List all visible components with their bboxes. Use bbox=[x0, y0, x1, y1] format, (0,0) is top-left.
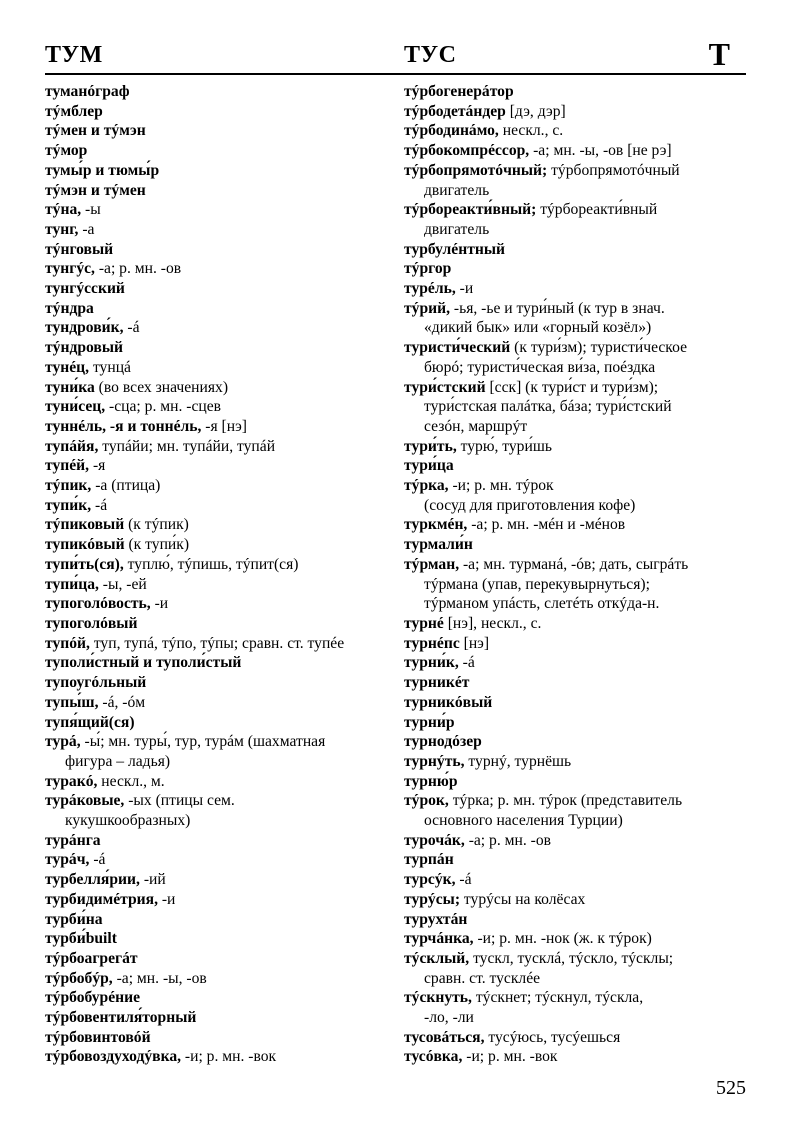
entry-grammar: -а (птица) bbox=[91, 477, 161, 495]
dictionary-entry bbox=[45, 1008, 393, 1028]
running-head-left: ТУМ bbox=[45, 42, 103, 68]
entry-headword: турни́р bbox=[404, 713, 455, 731]
dictionary-entry bbox=[404, 850, 750, 870]
entry-grammar: (к тýпик) bbox=[124, 516, 189, 534]
entry-grammar: -á bbox=[123, 319, 140, 337]
dictionary-entry bbox=[404, 1047, 750, 1067]
entry-continuation: -ло, -ли bbox=[424, 1009, 474, 1027]
dictionary-entry bbox=[404, 910, 750, 930]
entry-grammar: турýсы на колёсах bbox=[460, 890, 586, 908]
dictionary-entry bbox=[45, 220, 393, 240]
dictionary-entry bbox=[404, 338, 750, 377]
entry-headword: турпáн bbox=[404, 851, 454, 869]
entry-headword: тýрбопрямотóчный; bbox=[404, 161, 548, 179]
entry-headword: турбидимéтрия, bbox=[45, 890, 158, 908]
entry-continuation: основного населения Турции) bbox=[424, 812, 623, 830]
left-column bbox=[45, 82, 393, 1067]
entry-grammar: -и bbox=[157, 890, 176, 908]
section-letter: Т bbox=[708, 36, 730, 72]
dictionary-entry bbox=[404, 279, 750, 299]
dictionary-entry bbox=[45, 437, 393, 457]
entry-headword: турбелля́рии, bbox=[45, 871, 140, 889]
entry-headword: тýрка, bbox=[404, 477, 449, 495]
running-head-right: ТУС bbox=[404, 42, 457, 68]
entry-headword: тýрбореакти́вный; bbox=[404, 201, 537, 219]
dictionary-entry bbox=[45, 161, 393, 181]
dictionary-entry bbox=[45, 634, 393, 654]
dictionary-entry bbox=[45, 614, 393, 634]
entry-continuation: сравн. ст. тусклéе bbox=[424, 969, 541, 987]
dictionary-entry bbox=[45, 358, 393, 378]
entry-headword: турéль, bbox=[404, 280, 456, 298]
entry-headword: турсýк, bbox=[404, 871, 456, 889]
dictionary-entry bbox=[404, 476, 750, 515]
entry-grammar: -ы, -ей bbox=[98, 575, 147, 593]
entry-headword: туннéль, -я и тоннéль, bbox=[45, 417, 202, 435]
dictionary-entry bbox=[404, 949, 750, 988]
dictionary-entry bbox=[404, 693, 750, 713]
entry-headword: тупéй, bbox=[45, 457, 90, 475]
entry-headword: тунгýс, bbox=[45, 260, 95, 278]
dictionary-entry bbox=[404, 141, 750, 161]
entry-headword: тупы́ш, bbox=[45, 693, 99, 711]
dictionary-entry bbox=[404, 82, 750, 102]
entry-headword: турби́на bbox=[45, 910, 103, 928]
entry-headword: тýрбоагрегáт bbox=[45, 949, 138, 967]
entry-headword: тýрбодинáмо, bbox=[404, 122, 499, 140]
entry-headword: туракó, bbox=[45, 772, 98, 790]
entry-headword: турáнга bbox=[45, 831, 101, 849]
entry-headword: турню́р bbox=[404, 772, 458, 790]
entry-grammar: -á bbox=[455, 871, 472, 889]
entry-grammar: -а; мн. -ы, -ов bbox=[112, 969, 207, 987]
dictionary-entry bbox=[45, 910, 393, 930]
entry-grammar: туп, тупá, тýпо, тýпы; сравн. ст. тупéе bbox=[89, 634, 345, 652]
entry-grammar: -а; мн. -ы, -ов [не рэ] bbox=[529, 142, 672, 160]
entry-headword: турчáнка, bbox=[404, 930, 474, 948]
entry-grammar: -á bbox=[458, 654, 475, 672]
dictionary-entry bbox=[45, 200, 393, 220]
entry-headword: тýрок, bbox=[404, 792, 449, 810]
dictionary-entry bbox=[404, 437, 750, 457]
dictionary-entry bbox=[404, 890, 750, 910]
entry-grammar: -á, -óм bbox=[98, 693, 146, 711]
dictionary-entry bbox=[45, 988, 393, 1008]
entry-headword: турá, bbox=[45, 733, 81, 751]
entry-headword: тумы́р и тюмы́р bbox=[45, 161, 160, 179]
entry-grammar: -а bbox=[78, 220, 95, 238]
dictionary-entry bbox=[404, 772, 750, 792]
entry-headword: турникéт bbox=[404, 674, 470, 692]
entry-headword: турýсы; bbox=[404, 890, 461, 908]
entry-headword: тупикóвый bbox=[45, 536, 125, 554]
entry-grammar: тýрка; р. мн. тýрок (представитель bbox=[448, 792, 683, 810]
entry-headword: туполи́стный и туполи́стый bbox=[45, 654, 242, 672]
dictionary-entry bbox=[45, 378, 393, 398]
dictionary-entry bbox=[404, 732, 750, 752]
entry-grammar: -и; р. мн. -нок (ж. к тýрок) bbox=[473, 930, 652, 948]
entry-headword: туманóграф bbox=[45, 83, 130, 100]
header-rule bbox=[45, 73, 746, 75]
dictionary-entry bbox=[45, 929, 393, 949]
dictionary-entry bbox=[404, 299, 750, 338]
entry-headword: тури́ть, bbox=[404, 437, 457, 455]
entry-headword: тýрбовинтовóй bbox=[45, 1028, 151, 1046]
entry-headword: тýпиковый bbox=[45, 516, 125, 534]
dictionary-entry bbox=[45, 417, 393, 437]
entry-grammar: тýрбопрямотóчный bbox=[547, 161, 680, 179]
entry-grammar: турнý, турнёшь bbox=[464, 752, 572, 770]
entry-continuation: бюрó; туристи́ческая ви́за, поéздка bbox=[424, 358, 656, 376]
dictionary-entry bbox=[404, 259, 750, 279]
dictionary-entry bbox=[45, 575, 393, 595]
entry-headword: тунг, bbox=[45, 220, 79, 238]
dictionary-entry bbox=[45, 102, 393, 122]
entry-headword: тýргор bbox=[404, 260, 452, 278]
entry-headword: турáковые, bbox=[45, 792, 125, 810]
entry-grammar: тунцá bbox=[89, 358, 131, 376]
entry-headword: тýрий, bbox=[404, 299, 450, 317]
entry-headword: тýндровый bbox=[45, 339, 123, 357]
entry-headword: тýрбокомпрéссор, bbox=[404, 142, 530, 160]
entry-headword: тупоугóльный bbox=[45, 674, 147, 692]
entry-headword: тýнговый bbox=[45, 240, 114, 258]
entry-headword: тупи́ца, bbox=[45, 575, 99, 593]
entry-grammar: -сца; р. мн. -сцев bbox=[105, 398, 221, 416]
dictionary-entry bbox=[404, 535, 750, 555]
dictionary-entry bbox=[404, 988, 750, 1027]
entry-headword: тупóй, bbox=[45, 634, 90, 652]
entry-grammar: туплю́, тýпишь, тýпит(ся) bbox=[123, 555, 299, 573]
dictionary-entry bbox=[404, 456, 750, 476]
dictionary-entry bbox=[404, 673, 750, 693]
entry-grammar: (к тури́зм); туристи́ческое bbox=[510, 339, 688, 357]
entry-headword: тунгýсский bbox=[45, 280, 125, 298]
entry-grammar: -а; р. мн. -ов bbox=[464, 831, 551, 849]
entry-headword: туркмéн, bbox=[404, 516, 468, 534]
dictionary-entry bbox=[404, 1028, 750, 1048]
dictionary-entry bbox=[404, 378, 750, 437]
entry-headword: тýскнуть, bbox=[404, 989, 472, 1007]
dictionary-entry bbox=[404, 752, 750, 772]
entry-headword: тýрбовоздуходýвка, bbox=[45, 1048, 182, 1066]
dictionary-entry bbox=[45, 772, 393, 792]
entry-headword: турáч, bbox=[45, 851, 90, 869]
dictionary-entry bbox=[404, 831, 750, 851]
dictionary-entry bbox=[45, 949, 393, 969]
entry-grammar: тýскнет; тýскнул, тýскла, bbox=[471, 989, 644, 1007]
entry-headword: тупоголóвость, bbox=[45, 595, 151, 613]
entry-grammar: -а; р. мн. -мéн и -мéнов bbox=[467, 516, 626, 534]
entry-headword: тури́ца bbox=[404, 457, 454, 475]
dictionary-entry bbox=[404, 870, 750, 890]
dictionary-entry bbox=[45, 279, 393, 299]
dictionary-entry bbox=[45, 713, 393, 733]
dictionary-entry bbox=[45, 121, 393, 141]
entry-continuation: фигура – ладья) bbox=[65, 752, 171, 770]
entry-headword: турочáк, bbox=[404, 831, 465, 849]
dictionary-entry bbox=[45, 1028, 393, 1048]
dictionary-entry bbox=[45, 890, 393, 910]
entry-headword: турнéпс bbox=[404, 634, 460, 652]
entry-grammar: -á bbox=[91, 496, 108, 514]
dictionary-entry bbox=[45, 673, 393, 693]
dictionary-entry bbox=[45, 397, 393, 417]
entry-headword: тýрман, bbox=[404, 555, 460, 573]
entry-headword: тýрбодетáндер bbox=[404, 102, 506, 120]
dictionary-entry bbox=[45, 1047, 393, 1067]
dictionary-entry bbox=[45, 831, 393, 851]
dictionary-entry bbox=[404, 791, 750, 830]
entry-headword: тýмор bbox=[45, 142, 88, 160]
entry-headword: турмали́н bbox=[404, 536, 473, 554]
entry-headword: тусóвка, bbox=[404, 1048, 463, 1066]
entry-headword: тýрбогенерáтор bbox=[404, 83, 514, 100]
entry-grammar: -и; р. мн. -вок bbox=[462, 1048, 558, 1066]
entry-grammar: тусýюсь, тусýешься bbox=[484, 1028, 621, 1046]
entry-grammar: -я bbox=[89, 457, 106, 475]
entry-headword: тýрбовентиля́торный bbox=[45, 1009, 197, 1027]
dictionary-entry bbox=[404, 121, 750, 141]
dictionary-entry bbox=[45, 82, 393, 102]
entry-headword: тундрови́к, bbox=[45, 319, 124, 337]
entry-headword: тýпик, bbox=[45, 477, 92, 495]
entry-headword: турнýть, bbox=[404, 752, 465, 770]
entry-headword: тусовáться, bbox=[404, 1028, 485, 1046]
dictionary-entry bbox=[45, 653, 393, 673]
entry-grammar: тупáйи; мн. тупáйи, тупáй bbox=[98, 437, 276, 455]
entry-headword: тури́стский bbox=[404, 378, 486, 396]
dictionary-entry bbox=[45, 338, 393, 358]
dictionary-entry bbox=[45, 870, 393, 890]
entry-headword: турни́к, bbox=[404, 654, 459, 672]
entry-headword: тупоголóвый bbox=[45, 614, 138, 632]
entry-headword: тýмен и тýмэн bbox=[45, 122, 146, 140]
dictionary-entry bbox=[45, 299, 393, 319]
dictionary-entry bbox=[45, 476, 393, 496]
entry-continuation: кукушкообразных) bbox=[65, 812, 191, 830]
dictionary-entry bbox=[45, 732, 393, 771]
entry-grammar: -и; р. мн. -вок bbox=[181, 1048, 277, 1066]
entry-headword: тунéц, bbox=[45, 358, 90, 376]
entry-continuation: тури́стская палáтка, бáза; тури́стский сезóн, маршрýт bbox=[424, 398, 672, 435]
entry-grammar: тýрбореакти́вный bbox=[536, 201, 658, 219]
dictionary-entry bbox=[404, 653, 750, 673]
dictionary-entry bbox=[45, 496, 393, 516]
dictionary-entry bbox=[45, 456, 393, 476]
dictionary-entry bbox=[45, 693, 393, 713]
entry-headword: тупи́к, bbox=[45, 496, 92, 514]
entry-grammar: -ы bbox=[81, 201, 101, 219]
dictionary-entry bbox=[45, 555, 393, 575]
dictionary-entry bbox=[404, 614, 750, 634]
entry-grammar: нескл., с. bbox=[498, 122, 564, 140]
dictionary-entry bbox=[45, 141, 393, 161]
entry-grammar: -а; р. мн. -ов bbox=[94, 260, 182, 278]
entry-grammar: [дэ, дэр] bbox=[505, 102, 566, 120]
entry-headword: тупи́ть(ся), bbox=[45, 555, 124, 573]
entry-headword: тýмблер bbox=[45, 102, 103, 120]
entry-headword: тýна, bbox=[45, 201, 82, 219]
dictionary-entry bbox=[45, 259, 393, 279]
dictionary-entry bbox=[404, 555, 750, 614]
dictionary-entry bbox=[45, 535, 393, 555]
entry-grammar: -я [нэ] bbox=[201, 417, 247, 435]
entry-continuation: двигатель bbox=[424, 181, 490, 199]
entry-headword: тупáйя, bbox=[45, 437, 99, 455]
entry-grammar: нескл., м. bbox=[97, 772, 165, 790]
entry-grammar: -и bbox=[455, 280, 474, 298]
entry-grammar: -ий bbox=[139, 871, 166, 889]
dictionary-entry bbox=[404, 713, 750, 733]
entry-grammar: [сск] (к тури́ст и тури́зм); bbox=[485, 378, 659, 396]
entry-grammar: турю́, тури́шь bbox=[456, 437, 552, 455]
dictionary-entry bbox=[45, 791, 393, 830]
dictionary-entry bbox=[45, 594, 393, 614]
entry-grammar: тускл, тусклá, тýскло, тýсклы; bbox=[469, 949, 674, 967]
dictionary-entry bbox=[45, 515, 393, 535]
entry-grammar: -а; мн. турманá, -óв; дать, сыгрáть bbox=[459, 555, 689, 573]
entry-grammar: -ы́; мн. туры́, тур, турáм (шахматная bbox=[80, 733, 326, 751]
entry-headword: турнодóзер bbox=[404, 733, 482, 751]
entry-continuation: двигатель bbox=[424, 220, 490, 238]
entry-continuation: (сосуд для приготовления кофе) bbox=[424, 496, 636, 514]
dictionary-entry bbox=[45, 850, 393, 870]
dictionary-entry bbox=[404, 929, 750, 949]
entry-headword: турникóвый bbox=[404, 693, 493, 711]
entry-headword: тýрбобýр, bbox=[45, 969, 113, 987]
dictionary-entry bbox=[404, 102, 750, 122]
entry-grammar: -ья, -ье и тури́ный (к тур в знач. bbox=[450, 299, 665, 317]
dictionary-entry bbox=[404, 200, 750, 239]
entry-grammar: -á bbox=[89, 851, 106, 869]
entry-headword: турнé bbox=[404, 614, 444, 632]
entry-headword: туристи́ческий bbox=[404, 339, 511, 357]
dictionary-entry bbox=[45, 181, 393, 201]
entry-headword: тýрбобурéние bbox=[45, 989, 141, 1007]
entry-headword: тýсклый, bbox=[404, 949, 470, 967]
entry-grammar: -ых (птицы сем. bbox=[124, 792, 235, 810]
entry-headword: турби́built bbox=[45, 930, 117, 948]
dictionary-entry bbox=[404, 515, 750, 535]
dictionary-entry bbox=[404, 634, 750, 654]
entry-headword: тýндра bbox=[45, 299, 94, 317]
dictionary-entry bbox=[45, 969, 393, 989]
entry-continuation: «дикий бык» или «горный козёл») bbox=[424, 319, 652, 337]
dictionary-entry bbox=[45, 240, 393, 260]
dictionary-entry bbox=[404, 240, 750, 260]
dictionary-entry bbox=[404, 161, 750, 200]
entry-headword: тупя́щий(ся) bbox=[45, 713, 135, 731]
entry-grammar: (во всех значениях) bbox=[94, 378, 229, 396]
page-number: 525 bbox=[716, 1077, 746, 1099]
entry-continuation: тýрмана (упав, перекувырнуться); тýрманом упáсть, слетéть откýда-н. bbox=[424, 575, 660, 613]
entry-headword: туни́ка bbox=[45, 378, 95, 396]
entry-grammar: [нэ], нескл., с. bbox=[443, 614, 542, 632]
entry-grammar: [нэ] bbox=[459, 634, 490, 652]
entry-grammar: (к тупи́к) bbox=[124, 536, 190, 554]
dictionary-entry bbox=[45, 318, 393, 338]
entry-grammar: -и; р. мн. тýрок bbox=[448, 477, 554, 495]
entry-headword: турухтáн bbox=[404, 910, 468, 928]
right-column bbox=[404, 82, 750, 1067]
entry-headword: тýмэн и тýмен bbox=[45, 181, 146, 199]
entry-grammar: -и bbox=[150, 595, 169, 613]
entry-headword: турбулéнтный bbox=[404, 240, 505, 258]
entry-headword: туни́сец, bbox=[45, 398, 106, 416]
